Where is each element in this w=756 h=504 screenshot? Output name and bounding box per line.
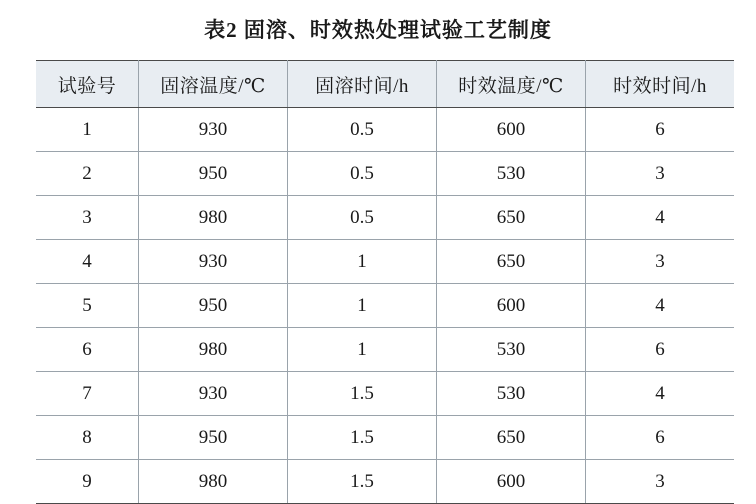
column-header-solution-temperature: 固溶温度/℃	[139, 61, 288, 108]
table-row	[36, 152, 734, 196]
cell-aging-temperature: 530	[437, 152, 586, 196]
cell-solution-time: 0.5	[288, 108, 437, 152]
cell-aging-temperature: 600	[437, 284, 586, 328]
column-header-test-no: 试验号	[36, 61, 139, 108]
table-row	[36, 328, 734, 372]
cell-aging-time: 6	[586, 416, 735, 460]
cell-solution-temperature: 980	[139, 196, 288, 240]
cell-solution-time: 1	[288, 284, 437, 328]
table-header	[36, 61, 734, 108]
cell-solution-time: 1	[288, 240, 437, 284]
cell-solution-time: 1	[288, 328, 437, 372]
table-header-row	[36, 61, 734, 108]
cell-solution-temperature: 930	[139, 372, 288, 416]
table-row	[36, 284, 734, 328]
cell-test-no: 2	[36, 152, 139, 196]
column-header-solution-time: 固溶时间/h	[288, 61, 437, 108]
cell-aging-temperature: 650	[437, 196, 586, 240]
table-row	[36, 196, 734, 240]
cell-solution-temperature: 950	[139, 284, 288, 328]
table-body	[36, 108, 734, 504]
cell-test-no: 6	[36, 328, 139, 372]
cell-aging-temperature: 530	[437, 328, 586, 372]
cell-test-no: 3	[36, 196, 139, 240]
experiment-process-table	[36, 60, 734, 504]
cell-test-no: 9	[36, 460, 139, 504]
cell-aging-time: 3	[586, 460, 735, 504]
table-row	[36, 240, 734, 284]
cell-aging-time: 4	[586, 284, 735, 328]
cell-solution-temperature: 980	[139, 328, 288, 372]
cell-aging-temperature: 530	[437, 372, 586, 416]
table-container	[0, 60, 756, 504]
cell-aging-temperature: 600	[437, 460, 586, 504]
table-row	[36, 108, 734, 152]
cell-solution-temperature: 930	[139, 240, 288, 284]
cell-aging-time: 3	[586, 152, 735, 196]
cell-solution-temperature: 950	[139, 416, 288, 460]
table-row	[36, 372, 734, 416]
cell-solution-temperature: 930	[139, 108, 288, 152]
cell-solution-time: 0.5	[288, 152, 437, 196]
cell-solution-time: 1.5	[288, 416, 437, 460]
cell-aging-temperature: 650	[437, 240, 586, 284]
table-row	[36, 460, 734, 504]
cell-test-no: 1	[36, 108, 139, 152]
table-caption: 表2 固溶、时效热处理试验工艺制度	[204, 18, 552, 42]
cell-solution-temperature: 980	[139, 460, 288, 504]
column-header-aging-temperature: 时效温度/℃	[437, 61, 586, 108]
cell-solution-time: 1.5	[288, 372, 437, 416]
table-row	[36, 416, 734, 460]
column-header-aging-time: 时效时间/h	[586, 61, 735, 108]
cell-test-no: 7	[36, 372, 139, 416]
cell-test-no: 8	[36, 416, 139, 460]
cell-aging-time: 4	[586, 372, 735, 416]
cell-solution-temperature: 950	[139, 152, 288, 196]
cell-solution-time: 1.5	[288, 460, 437, 504]
cell-aging-time: 3	[586, 240, 735, 284]
cell-aging-time: 6	[586, 108, 735, 152]
cell-aging-time: 6	[586, 328, 735, 372]
cell-solution-time: 0.5	[288, 196, 437, 240]
cell-aging-temperature: 650	[437, 416, 586, 460]
cell-aging-temperature: 600	[437, 108, 586, 152]
cell-test-no: 5	[36, 284, 139, 328]
cell-aging-time: 4	[586, 196, 735, 240]
cell-test-no: 4	[36, 240, 139, 284]
